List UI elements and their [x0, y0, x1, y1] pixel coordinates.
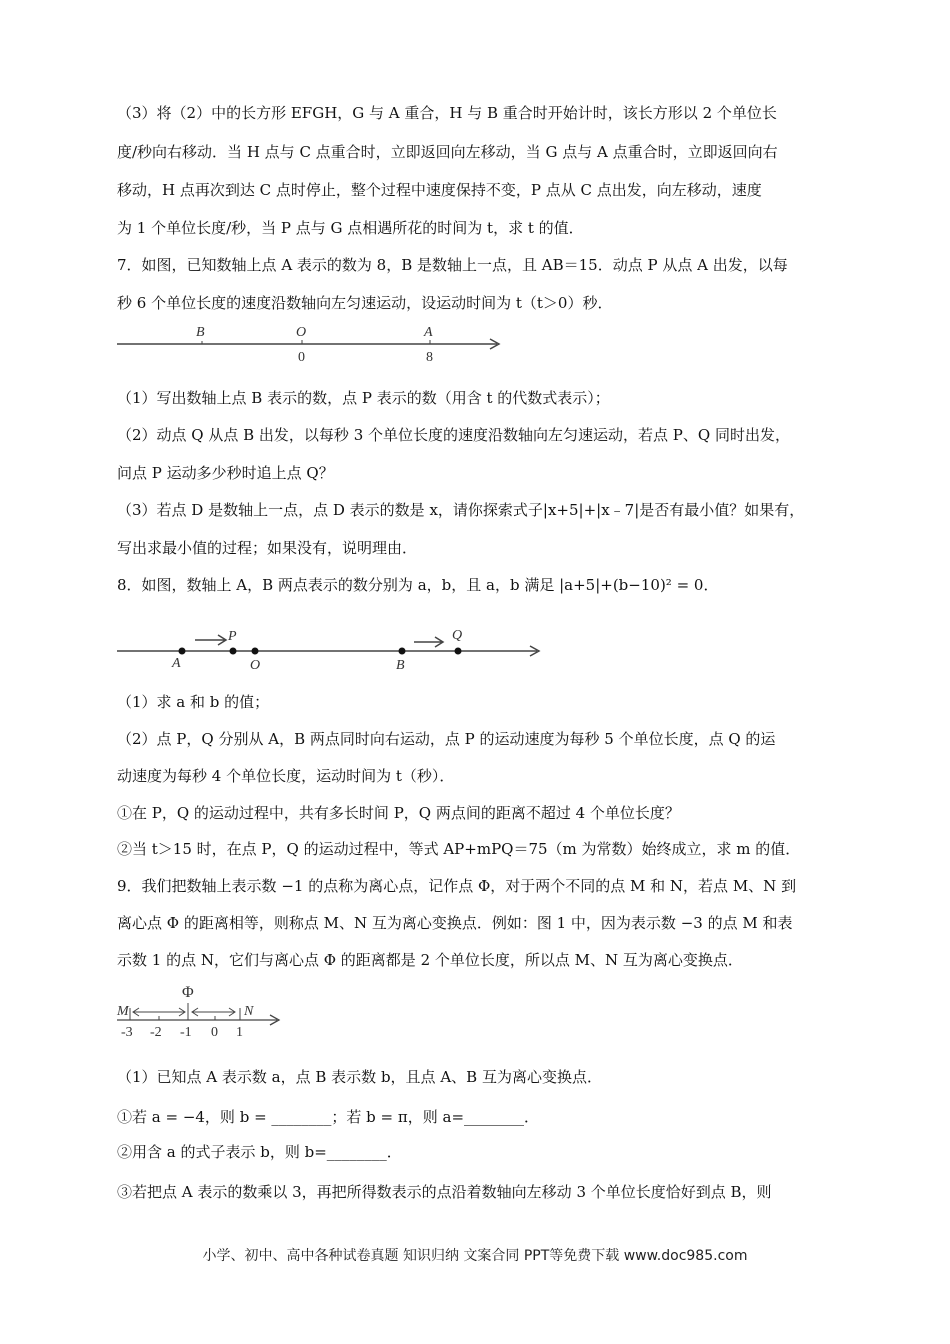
arrow-right-icon [195, 635, 226, 645]
double-arrow-icon [133, 1008, 185, 1016]
label-N: N [244, 1004, 254, 1019]
text-line: （2）动点 Q 从点 B 出发，以每秒 3 个单位长度的速度沿数轴向左匀速运动，若点 P、Q 同时出发， [117, 426, 790, 444]
label-B: B [396, 658, 405, 673]
arrow-right-icon [414, 637, 443, 647]
tick-0: 0 [298, 350, 305, 365]
label-B: B [196, 325, 205, 340]
footer-text: 小学、初中、高中各种试卷真题 知识归纳 文案合同 PPT等免费下载 www.doc985.com [202, 1248, 748, 1264]
text-line: ①在 P，Q 的运动过程中，共有多长时间 P，Q 两点间的距离不超过 4 个单位长度？ [117, 804, 680, 822]
label-phi: Φ [182, 984, 194, 1001]
text-line: ②用含 a 的式子表示 b，则 b=________． [117, 1143, 402, 1161]
text-line: 度/秒向右移动．当 H 点与 C 点重合时，立即返回向左移动，当 G 点与 A 点重合时，立即返回向右 [117, 143, 778, 161]
text-line: 9．我们把数轴上表示数 −1 的点称为离心点，记作点 Φ，对于两个不同的点 M 和 N，若点 M、N 到 [117, 877, 797, 895]
text-line: 为 1 个单位长度/秒，当 P 点与 G 点相遇所花的时间为 t，求 t 的值． [117, 219, 584, 237]
text-line: （1）已知点 A 表示数 a，点 B 表示数 b，且点 A、B 互为离心变换点． [117, 1068, 602, 1086]
text-line: 8．如图，数轴上 A，B 两点表示的数分别为 a，b，且 a，b 满足 |a+5|+(b−10)² = 0． [117, 576, 719, 594]
text-line: 7．如图，已知数轴上点 A 表示的数为 8，B 是数轴上一点，且 AB＝15．动点 P 从点 A 出发，以每 [117, 256, 788, 274]
tick: 1 [236, 1025, 243, 1040]
point-O [252, 648, 259, 655]
text-line: 移动，H 点再次到达 C 点时停止，整个过程中速度保持不变，P 点从 C 点出发，向左移动，速度 [117, 181, 762, 199]
point-P [230, 648, 237, 655]
text-line: （1）写出数轴上点 B 表示的数，点 P 表示的数（用含 t 的代数式表示）； [117, 389, 610, 407]
text-line: ③若把点 A 表示的数乘以 3，再把所得数表示的点沿着数轴向左移动 3 个单位长度恰好到点 B，则 [117, 1183, 772, 1201]
figure-q8-number-line [112, 620, 552, 675]
text-line: 问点 P 运动多少秒时追上点 Q？ [117, 464, 334, 482]
double-arrow-icon [192, 1008, 235, 1016]
label-O: O [296, 325, 307, 340]
label-O: O [250, 658, 261, 673]
point-A [179, 648, 186, 655]
text-line: （1）求 a 和 b 的值； [117, 693, 270, 711]
tick: -3 [121, 1025, 133, 1040]
label-P: P [228, 629, 237, 644]
label-A: A [172, 656, 181, 671]
text-line: 离心点 Φ 的距离相等，则称点 M、N 互为离心变换点．例如：图 1 中，因为表示数 −3 的点 M 和表 [117, 914, 793, 932]
text-line: （2）点 P，Q 分别从 A，B 两点同时向右运动，点 P 的运动速度为每秒 5 个单位长度，点 Q 的运 [117, 730, 776, 748]
text-line: ①若 a = −4，则 b = ________；若 b = π，则 a=________． [117, 1108, 540, 1126]
tick: -1 [180, 1025, 192, 1040]
text-line: （3）若点 D 是数轴上一点，点 D 表示的数是 x，请你探索式子|x+5|+|x﹣7|是否有最小值？如果有， [117, 501, 805, 519]
text-line: 秒 6 个单位长度的速度沿数轴向左匀速运动，设运动时间为 t（t＞0）秒． [117, 294, 613, 312]
label-M: M [117, 1004, 129, 1019]
text-line: ②当 t＞15 时，在点 P，Q 的运动过程中，等式 AP+mPQ＝75（m 为常数）始终成立，求 m 的值． [117, 840, 801, 858]
figure-q7-number-line [112, 318, 512, 368]
point-Q [455, 648, 462, 655]
text-line: 示数 1 的点 N，它们与离心点 Φ 的距离都是 2 个单位长度，所以点 M、N 互为离心变换点． [117, 951, 743, 969]
label-Q: Q [452, 628, 463, 643]
tick: 0 [211, 1025, 218, 1040]
tick-8: 8 [426, 350, 433, 365]
label-A: A [424, 325, 433, 340]
point-B [399, 648, 406, 655]
figure-q9-number-line [112, 975, 292, 1040]
text-line: 写出求最小值的过程；如果没有，说明理由． [117, 539, 418, 557]
tick: -2 [150, 1025, 162, 1040]
text-line: 动速度为每秒 4 个单位长度，运动时间为 t（秒）． [117, 767, 455, 785]
text-line: （3）将（2）中的长方形 EFGH，G 与 A 重合，H 与 B 重合时开始计时，该长方形以 2 个单位长 [117, 104, 777, 122]
